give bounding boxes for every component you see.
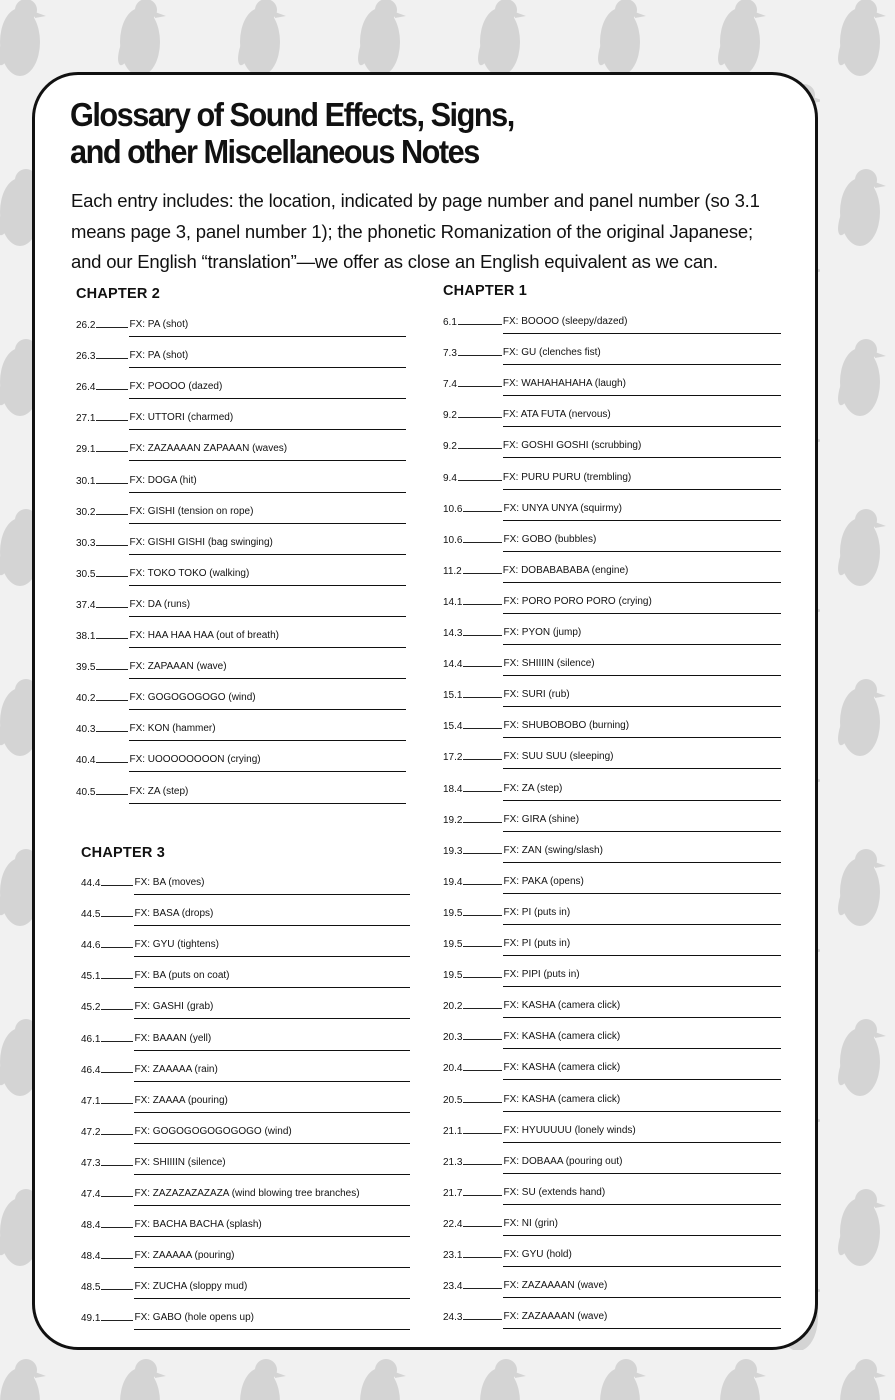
entry-location: 45.1 — [81, 971, 101, 983]
glossary-entry — [76, 690, 406, 710]
glossary-entry — [76, 348, 406, 368]
entry-location: 37.4 — [76, 599, 96, 611]
entry-location: 19.2 — [443, 814, 463, 826]
entry-location: 30.5 — [76, 568, 96, 580]
glossary-entry — [443, 1092, 781, 1112]
glossary-entry — [81, 937, 410, 957]
entry-location: 49.1 — [81, 1313, 101, 1325]
entry-location: 7.4 — [443, 379, 457, 391]
entry-location: 18.4 — [443, 783, 463, 795]
entry-location: 9.4 — [443, 472, 457, 484]
glossary-entry — [443, 1154, 781, 1174]
glossary-entry — [76, 784, 406, 804]
entry-location: 14.4 — [443, 659, 463, 671]
entry-location: 29.1 — [76, 444, 96, 456]
page-title: Glossary of Sound Effects, Signs, and other Miscellaneous Notes — [70, 96, 514, 170]
glossary-entry — [443, 967, 781, 987]
entry-leader-line — [101, 1103, 133, 1104]
entry-leader-line — [96, 669, 128, 670]
entry-sound-effect: FX: SUU SUU (sleeping) — [503, 751, 781, 769]
glossary-entry — [443, 998, 781, 1018]
entry-leader-line — [96, 420, 128, 421]
entry-location: 26.3 — [76, 351, 96, 363]
glossary-entry — [443, 843, 781, 863]
entry-sound-effect: FX: UTTORI (charmed) — [129, 412, 406, 430]
entry-leader-line — [101, 1134, 133, 1135]
entry-sound-effect: FX: ZAN (swing/slash) — [503, 845, 781, 863]
entry-leader-line — [96, 576, 128, 577]
entry-leader-line — [101, 1165, 133, 1166]
entry-sound-effect: FX: BACHA BACHA (splash) — [134, 1219, 410, 1237]
entry-leader-line — [101, 1072, 133, 1073]
entry-sound-effect: FX: UNYA UNYA (squirmy) — [503, 503, 781, 521]
entry-leader-line — [463, 1102, 502, 1103]
entry-leader-line — [463, 853, 502, 854]
entry-sound-effect: FX: ZAZAZAZAZAZA (wind blowing tree branches) — [134, 1188, 410, 1206]
entry-leader-line — [463, 884, 502, 885]
glossary-entry — [81, 1062, 410, 1082]
entry-location: 30.2 — [76, 506, 96, 518]
glossary-entry — [76, 721, 406, 741]
entry-sound-effect: FX: ZAPAAAN (wave) — [129, 661, 406, 679]
entry-location: 46.4 — [81, 1064, 101, 1076]
entry-location: 30.3 — [76, 537, 96, 549]
entry-location: 48.5 — [81, 1282, 101, 1294]
entry-sound-effect: FX: KASHA (camera click) — [503, 1062, 781, 1080]
entry-leader-line — [101, 978, 133, 979]
entry-location: 21.7 — [443, 1187, 463, 1199]
entry-leader-line — [463, 759, 502, 760]
glossary-entry — [443, 1278, 781, 1298]
glossary-entry — [443, 532, 781, 552]
entry-leader-line — [101, 1196, 133, 1197]
glossary-entry — [81, 875, 410, 895]
entry-leader-line — [463, 946, 502, 947]
entry-location: 15.4 — [443, 721, 463, 733]
glossary-entry — [81, 1279, 410, 1299]
entry-leader-line — [463, 1257, 502, 1258]
glossary-entry — [81, 1217, 410, 1237]
entry-sound-effect: FX: GYU (hold) — [503, 1249, 781, 1267]
entry-leader-line — [458, 355, 502, 356]
entry-leader-line — [101, 1320, 133, 1321]
entry-leader-line — [463, 666, 502, 667]
entry-leader-line — [101, 1227, 133, 1228]
glossary-entry — [443, 1216, 781, 1236]
glossary-entry — [443, 376, 781, 396]
entry-sound-effect: FX: KASHA (camera click) — [503, 1094, 781, 1112]
entry-location: 21.1 — [443, 1125, 463, 1137]
entry-sound-effect: FX: SU (extends hand) — [503, 1187, 781, 1205]
entry-sound-effect: FX: PURU PURU (trembling) — [503, 472, 781, 490]
entry-location: 14.3 — [443, 628, 463, 639]
entry-sound-effect: FX: DOGA (hit) — [129, 475, 406, 493]
glossary-entry — [76, 628, 406, 648]
entry-location: 38.1 — [76, 631, 96, 642]
entry-location: 10.6 — [443, 534, 463, 546]
glossary-entry — [81, 1031, 410, 1051]
entry-sound-effect: FX: PI (puts in) — [503, 907, 781, 925]
glossary-entry — [443, 407, 781, 427]
entry-location: 47.2 — [81, 1126, 101, 1138]
glossary-entry — [81, 1310, 410, 1330]
entry-sound-effect: FX: POOOO (dazed) — [129, 381, 406, 399]
entry-leader-line — [458, 480, 502, 481]
entry-location: 40.2 — [76, 693, 96, 705]
entry-leader-line — [463, 542, 502, 543]
entry-sound-effect: FX: GOSHI GOSHI (scrubbing) — [503, 440, 781, 458]
entry-sound-effect: FX: HAA HAA HAA (out of breath) — [129, 630, 406, 648]
glossary-entry — [443, 1029, 781, 1049]
glossary-entry — [443, 781, 781, 801]
entry-leader-line — [463, 573, 502, 574]
entry-sound-effect: FX: ZAAAAA (pouring) — [134, 1250, 410, 1268]
entry-location: 30.1 — [76, 475, 96, 487]
entry-location: 19.5 — [443, 907, 463, 919]
entry-sound-effect: FX: NI (grin) — [503, 1218, 781, 1236]
glossary-entry — [443, 1309, 781, 1329]
entry-leader-line — [101, 1258, 133, 1259]
glossary-entry — [81, 1155, 410, 1175]
entry-location: 22.4 — [443, 1218, 463, 1230]
entry-sound-effect: FX: KASHA (camera click) — [503, 1000, 781, 1018]
entry-leader-line — [463, 604, 502, 605]
entry-leader-line — [463, 1288, 502, 1289]
entry-location: 47.3 — [81, 1157, 101, 1169]
entry-location: 20.5 — [443, 1094, 463, 1106]
entry-location: 19.5 — [443, 939, 463, 950]
glossary-entry — [443, 936, 781, 956]
glossary-entry — [443, 501, 781, 521]
entry-sound-effect: FX: BA (moves) — [134, 877, 410, 895]
glossary-entry — [81, 968, 410, 988]
glossary-entry — [443, 1060, 781, 1080]
entry-sound-effect: FX: ZAAAAA (rain) — [134, 1064, 410, 1082]
glossary-entry — [443, 874, 781, 894]
entry-location: 44.4 — [81, 878, 101, 889]
entry-location: 40.4 — [76, 755, 96, 767]
entry-leader-line — [463, 822, 502, 823]
intro-paragraph: Each entry includes: the location, indicated by page number and panel number (so 3.1 means page 3, panel number 1); the phonetic Romanization of the original Japanese; and our English “translation”—we offer as close an English equivalent as we can. — [71, 190, 760, 272]
entry-sound-effect: FX: GOBO (bubbles) — [503, 534, 781, 552]
chapter-3-heading: CHAPTER 3 — [81, 845, 165, 861]
entry-sound-effect: FX: SURI (rub) — [503, 689, 781, 707]
entry-location: 20.2 — [443, 1001, 463, 1013]
entry-location: 10.6 — [443, 503, 463, 515]
entry-sound-effect: FX: BOOOO (sleepy/dazed) — [503, 316, 781, 334]
entry-leader-line — [96, 762, 128, 763]
entry-location: 45.2 — [81, 1002, 101, 1014]
entry-leader-line — [458, 417, 502, 418]
glossary-entry — [443, 594, 781, 614]
entry-sound-effect: FX: GYU (tightens) — [134, 939, 410, 957]
entry-leader-line — [101, 1009, 133, 1010]
entry-sound-effect: FX: ZUCHA (sloppy mud) — [134, 1281, 410, 1299]
entry-sound-effect: FX: SHIIIIN (silence) — [134, 1157, 410, 1175]
glossary-entry — [76, 504, 406, 524]
entry-sound-effect: FX: PYON (jump) — [503, 627, 781, 645]
glossary-entry — [443, 905, 781, 925]
entry-location: 15.1 — [443, 690, 463, 702]
chapter-1-heading: CHAPTER 1 — [443, 283, 527, 299]
entry-leader-line — [101, 885, 133, 886]
entry-leader-line — [463, 1133, 502, 1134]
entry-leader-line — [96, 389, 128, 390]
entry-location: 23.1 — [443, 1250, 463, 1261]
entry-location: 21.3 — [443, 1156, 463, 1168]
entry-location: 27.1 — [76, 413, 96, 425]
entry-sound-effect: FX: DA (runs) — [129, 599, 406, 617]
glossary-entry — [81, 1248, 410, 1268]
entry-sound-effect: FX: SHUBOBOBO (burning) — [503, 720, 781, 738]
entry-leader-line — [458, 324, 502, 325]
entry-sound-effect: FX: ZA (step) — [503, 783, 781, 801]
entry-sound-effect: FX: GABO (hole opens up) — [134, 1312, 410, 1330]
glossary-entry — [81, 1186, 410, 1206]
entry-leader-line — [463, 635, 502, 636]
entry-leader-line — [96, 451, 128, 452]
entry-leader-line — [458, 448, 502, 449]
entry-sound-effect: FX: DOBAAA (pouring out) — [503, 1156, 781, 1174]
entry-sound-effect: FX: ZA (step) — [129, 786, 406, 804]
entry-location: 44.6 — [81, 940, 101, 952]
glossary-entry — [76, 410, 406, 430]
entry-leader-line — [463, 791, 502, 792]
entry-sound-effect: FX: WAHAHAHAHA (laugh) — [503, 378, 781, 396]
glossary-entry — [443, 470, 781, 490]
entry-sound-effect: FX: GIRA (shine) — [503, 814, 781, 832]
entry-leader-line — [463, 1164, 502, 1165]
entry-leader-line — [96, 514, 128, 515]
entry-sound-effect: FX: SHIIIIN (silence) — [503, 658, 781, 676]
entry-location: 20.3 — [443, 1032, 463, 1044]
entry-sound-effect: FX: ATA FUTA (nervous) — [503, 409, 781, 427]
entry-location: 40.3 — [76, 724, 96, 736]
glossary-entry — [443, 1123, 781, 1143]
entry-sound-effect: FX: GISHI (tension on rope) — [129, 506, 406, 524]
entry-location: 47.4 — [81, 1189, 101, 1200]
entry-sound-effect: FX: PORO PORO PORO (crying) — [503, 596, 781, 614]
entry-location: 7.3 — [443, 348, 457, 360]
entry-leader-line — [463, 697, 502, 698]
entry-location: 46.1 — [81, 1033, 101, 1045]
entry-leader-line — [96, 794, 128, 795]
entry-sound-effect: FX: GISHI GISHI (bag swinging) — [129, 537, 406, 555]
entry-leader-line — [463, 1070, 502, 1071]
entry-leader-line — [96, 545, 128, 546]
entry-leader-line — [463, 1008, 502, 1009]
entry-location: 48.4 — [81, 1220, 101, 1232]
entry-leader-line — [96, 700, 128, 701]
entry-sound-effect: FX: KON (hammer) — [129, 723, 406, 741]
entry-location: 11.2 — [443, 565, 462, 577]
glossary-entry — [443, 656, 781, 676]
glossary-entry — [76, 752, 406, 772]
entry-leader-line — [96, 607, 128, 608]
glossary-entry — [443, 625, 781, 645]
entry-sound-effect: FX: PA (shot) — [129, 319, 406, 337]
entry-location: 47.1 — [81, 1095, 101, 1107]
chapter-2-heading: CHAPTER 2 — [76, 286, 160, 302]
glossary-entry — [443, 812, 781, 832]
entry-leader-line — [101, 1041, 133, 1042]
entry-leader-line — [96, 483, 128, 484]
entry-sound-effect: FX: GOGOGOGOGO (wind) — [129, 692, 406, 710]
glossary-entry — [76, 441, 406, 461]
entry-location: 44.5 — [81, 909, 101, 921]
entry-sound-effect: FX: TOKO TOKO (walking) — [129, 568, 406, 586]
entry-sound-effect: FX: PA (shot) — [129, 350, 406, 368]
entry-location: 9.2 — [443, 410, 457, 422]
entry-location: 20.4 — [443, 1063, 463, 1075]
entry-location: 19.5 — [443, 970, 463, 982]
glossary-entry — [443, 438, 781, 458]
entry-sound-effect: FX: UOOOOOOOON (crying) — [129, 754, 406, 772]
entry-sound-effect: FX: ZAZAAAAN (wave) — [503, 1280, 781, 1298]
entry-leader-line — [96, 358, 128, 359]
glossary-entry — [76, 659, 406, 679]
entry-location: 26.4 — [76, 382, 96, 394]
entry-location: 6.1 — [443, 317, 457, 328]
glossary-entry — [81, 1093, 410, 1113]
glossary-entry — [76, 379, 406, 399]
glossary-entry — [443, 1185, 781, 1205]
entry-sound-effect: FX: GASHI (grab) — [134, 1001, 410, 1019]
entry-leader-line — [463, 728, 502, 729]
entry-leader-line — [96, 327, 128, 328]
entry-leader-line — [463, 1226, 502, 1227]
entry-location: 39.5 — [76, 662, 96, 674]
entry-leader-line — [463, 1319, 502, 1320]
glossary-entry — [443, 1247, 781, 1267]
entry-sound-effect: FX: BAAAN (yell) — [134, 1033, 410, 1051]
glossary-entry — [443, 314, 781, 334]
glossary-entry — [76, 566, 406, 586]
entry-location: 14.1 — [443, 596, 463, 608]
entry-sound-effect: FX: BASA (drops) — [134, 908, 410, 926]
entry-sound-effect: FX: PIPI (puts in) — [503, 969, 781, 987]
entry-location: 17.2 — [443, 752, 463, 764]
entry-leader-line — [101, 1289, 133, 1290]
entry-leader-line — [463, 511, 502, 512]
glossary-entry — [443, 563, 781, 583]
entry-leader-line — [96, 731, 128, 732]
glossary-entry — [443, 718, 781, 738]
entry-location: 19.3 — [443, 845, 463, 857]
entry-sound-effect: FX: GOGOGOGOGOGOGO (wind) — [134, 1126, 410, 1144]
entry-sound-effect: FX: PAKA (opens) — [503, 876, 781, 894]
entry-location: 19.4 — [443, 876, 463, 888]
entry-leader-line — [463, 915, 502, 916]
entry-sound-effect: FX: ZAAAA (pouring) — [134, 1095, 410, 1113]
glossary-entry — [81, 906, 410, 926]
entry-location: 40.5 — [76, 786, 96, 798]
entry-leader-line — [96, 638, 128, 639]
entry-leader-line — [101, 916, 133, 917]
entry-sound-effect: FX: HYUUUUU (lonely winds) — [503, 1125, 781, 1143]
entry-leader-line — [463, 977, 502, 978]
entry-location: 48.4 — [81, 1251, 101, 1263]
entry-sound-effect: FX: DOBABABABA (engine) — [503, 565, 781, 583]
glossary-entry — [76, 597, 406, 617]
entry-sound-effect: FX: ZAZAAAAN ZAPAAAN (waves) — [129, 443, 406, 461]
glossary-entry — [76, 535, 406, 555]
entry-leader-line — [463, 1039, 502, 1040]
glossary-entry — [76, 473, 406, 493]
glossary-entry — [81, 999, 410, 1019]
entry-location: 9.2 — [443, 441, 457, 453]
entry-leader-line — [101, 947, 133, 948]
glossary-entry — [443, 749, 781, 769]
entry-sound-effect: FX: BA (puts on coat) — [134, 970, 410, 988]
entry-location: 26.2 — [76, 320, 96, 331]
entry-sound-effect: FX: PI (puts in) — [503, 938, 781, 956]
entry-leader-line — [463, 1195, 502, 1196]
entry-location: 23.4 — [443, 1281, 463, 1293]
entry-leader-line — [458, 386, 502, 387]
glossary-entry — [443, 345, 781, 365]
glossary-entry — [81, 1124, 410, 1144]
entry-location: 24.3 — [443, 1312, 463, 1324]
entry-sound-effect: FX: KASHA (camera click) — [503, 1031, 781, 1049]
entry-sound-effect: FX: GU (clenches fist) — [503, 347, 781, 365]
entry-sound-effect: FX: ZAZAAAAN (wave) — [503, 1311, 781, 1329]
glossary-entry — [76, 317, 406, 337]
glossary-entry — [443, 687, 781, 707]
